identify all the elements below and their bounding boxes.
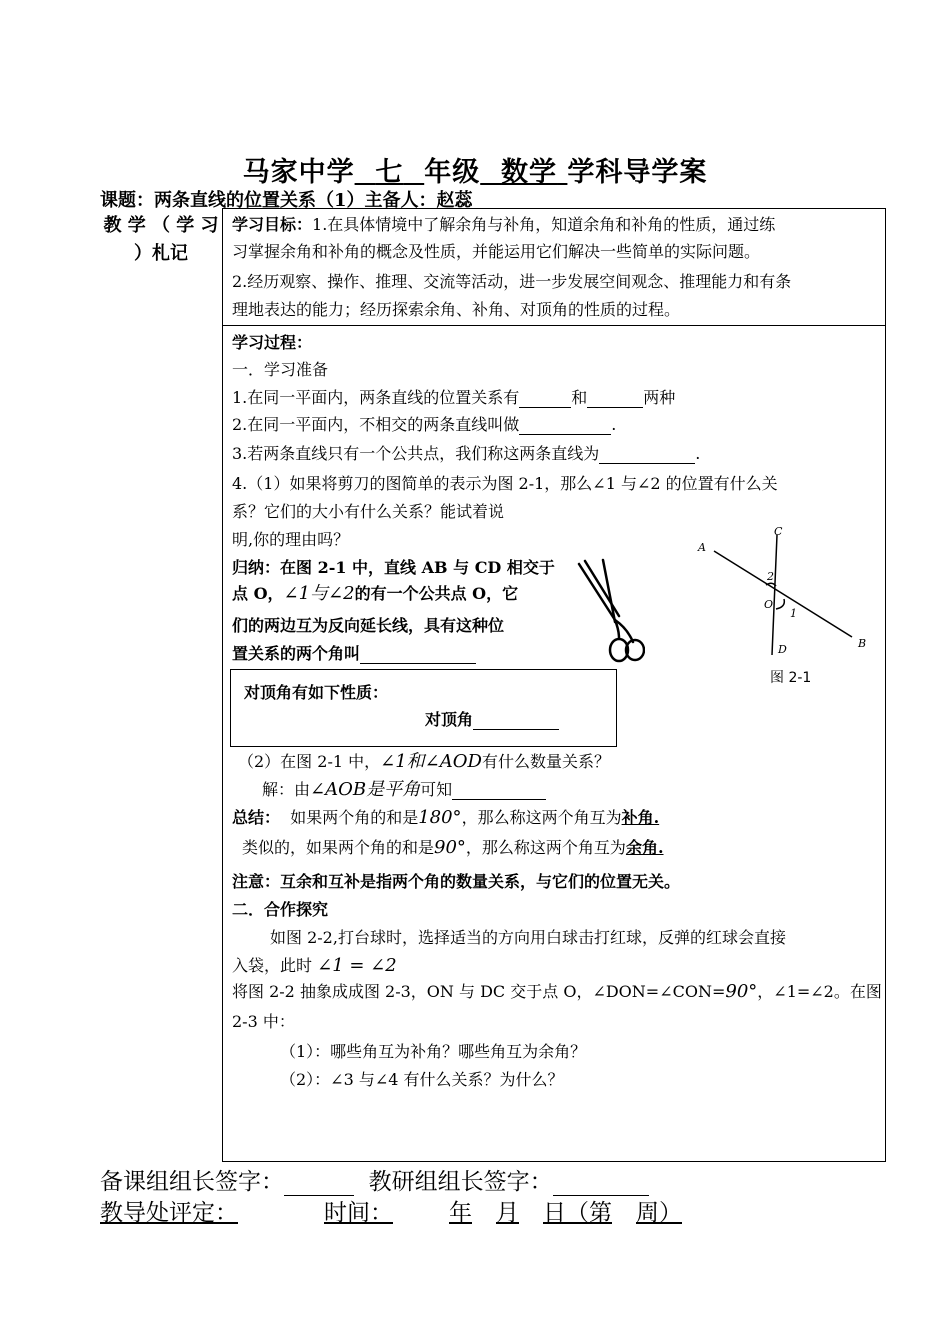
figure-2-1 (690, 525, 880, 695)
school-name: 马家中学 (242, 157, 355, 188)
section-cooperation: 二．合作探究 (232, 900, 329, 919)
scissors-illustration (575, 558, 645, 666)
note-line: 注意：互余和互补是指两个角的数量关系，与它们的位置无关。 (232, 872, 681, 891)
question-4-line1: 4.（1）如果将剪刀的图简单的表示为图 2-1，那么∠1 与∠2 的位置有什么关 (232, 474, 778, 493)
figure-caption: 图 2-1 (770, 670, 812, 686)
vertical-angle-property-box (230, 669, 617, 747)
signature-line-2: 教导处评定： 时间： 年 月 日（第 周） (100, 1200, 682, 1226)
process-label: 学习过程： (232, 333, 313, 352)
question-1: 1.在同一平面内，两条直线的位置关系有 和 两种 (232, 388, 676, 407)
label-b: B (858, 637, 867, 650)
similar-line: 类似的，如果两个角的和是90°，那么称这两个角互为余角. (242, 837, 664, 858)
property-line: 对顶角 (425, 710, 559, 730)
objectives-line3: 2.经历观察、操作、推理、交流等活动，进一步发展空间观念、推理能力和有条 (232, 272, 792, 291)
question-2: 2.在同一平面内，不相交的两条直线叫做 . (232, 415, 617, 434)
grade: 七 (375, 157, 404, 188)
question-4-line2: 系？它们的大小有什么关系？能试着说 (232, 502, 505, 521)
summary-line2: 点 O，∠1与∠2的有一个公共点 O，它 (232, 583, 519, 604)
question-4-line3: 明,你的理由吗？ (232, 530, 350, 549)
section-preparation: 一．学习准备 (232, 360, 329, 379)
label-2: 2 (767, 570, 774, 583)
summary-line1: 归纳：在图 2-1 中，直线 AB 与 CD 相交于 (232, 558, 555, 577)
summary-line4: 置关系的两个角叫 (232, 644, 476, 664)
exercise-question-1: （1）：哪些角互为补角？哪些角互为余角？ (280, 1042, 587, 1061)
label-1: 1 (790, 607, 797, 620)
objectives-line4: 理地表达的能力；经历探索余角、补角、对顶角的性质的过程。 (232, 300, 681, 319)
exercise-line1: 如图 2-2,打台球时，选择适当的方向用白球击打红球，反弹的红球会直接 (270, 928, 786, 947)
signature-line-1: 备课组组长签字： 教研组组长签字： (100, 1163, 649, 1196)
objectives-line1: 学习目标：1.在具体情境中了解余角与补角，知道余角和补角的性质，通过练 (232, 215, 776, 234)
summary-line3: 们的两边互为反向延长线，具有这种位 (232, 616, 505, 635)
label-d: D (778, 643, 787, 656)
exercise-line2: 入袋，此时 ∠1 = ∠2 (232, 955, 397, 976)
question-3: 3.若两条直线只有一个公共点，我们称这两条直线为 . (232, 444, 701, 463)
grade-suffix: 年级 (424, 157, 481, 188)
label-c: C (774, 525, 783, 538)
notes-column-label: 教 学 （ 学 习 ）札记 (103, 215, 219, 264)
conclusion-line: 总结： 如果两个角的和是180°，那么称这两个角互为补角. (232, 807, 660, 828)
label-a: A (698, 541, 706, 554)
exercise-question-2: （2）：∠3 与∠4 有什么关系？为什么？ (280, 1070, 564, 1089)
page-title (0, 150, 950, 189)
property-title: 对顶角有如下性质： (244, 683, 389, 702)
lesson-info: 课题：两条直线的位置关系（1）主备人：赵蕊 (100, 190, 473, 211)
title-suffix: 学科导学案 (567, 157, 708, 188)
question-4-part2: （2）在图 2-1 中，∠1和∠AOD有什么数量关系？ (238, 751, 610, 772)
solution-line: 解：由∠AOB是平角可知 (262, 780, 546, 800)
exercise-line3: 将图 2-2 抽象成成图 2-3，ON 与 DC 交于点 O，∠DON=∠CON=90°，∠1=∠2。在图 (232, 981, 882, 1002)
objectives-line2: 习掌握余角和补角的概念及性质，并能运用它们解决一些简单的实际问题。 (232, 242, 761, 261)
exercise-line4: 2-3 中： (232, 1012, 295, 1031)
label-o: O (764, 598, 774, 611)
subject-name: 数学 (501, 157, 558, 188)
